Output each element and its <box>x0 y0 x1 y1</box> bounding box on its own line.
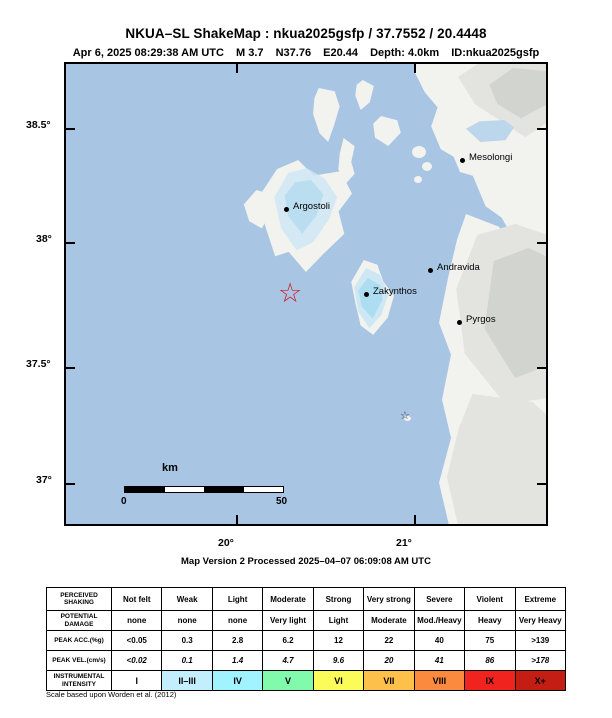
station-star-icon: ☆ <box>400 409 410 422</box>
legend-cell-perceived-5: Very strong <box>364 588 414 611</box>
legend-cell-pgv-3: 4.7 <box>263 651 313 671</box>
scale-unit-label: km <box>162 462 178 474</box>
tick-lon-21-top <box>414 64 416 73</box>
legend-cell-damage-6: Mod./Heavy <box>414 611 464 631</box>
legend-row-intensity <box>47 671 566 691</box>
city-label-pyrgos: Pyrgos <box>466 314 496 325</box>
tick-lat-38-right <box>537 242 546 244</box>
land-island-small-c <box>414 176 422 183</box>
legend-cell-pga-3: 6.2 <box>263 631 313 651</box>
legend-cell-intensity-3: V <box>263 671 313 691</box>
legend-row-pgv <box>47 651 566 671</box>
axis-label-lon-21: 21° <box>396 537 412 549</box>
tick-lon-20-top <box>236 64 238 73</box>
legend-cell-damage-7: Heavy <box>465 611 515 631</box>
tick-lat-37-right <box>537 483 546 485</box>
axis-label-lat-37-5: 37.5° <box>26 358 51 370</box>
legend-cell-pgv-8: >178 <box>515 651 566 671</box>
tick-lat-38-5-right <box>537 128 546 130</box>
axis-label-lat-38: 38° <box>36 233 52 245</box>
legend-cell-perceived-0: Not felt <box>112 588 162 611</box>
event-info-line <box>0 47 612 59</box>
map-canvas[interactable] <box>64 62 548 526</box>
city-label-mesolongi: Mesolongi <box>469 152 513 163</box>
legend-cell-perceived-3: Moderate <box>263 588 313 611</box>
intensity-legend-table <box>46 587 566 691</box>
legend-cell-pga-8: >139 <box>515 631 566 651</box>
legend-row-label-damage: POTENTIAL DAMAGE <box>47 611 112 631</box>
legend-cell-perceived-7: Violent <box>465 588 515 611</box>
tick-lon-21 <box>414 515 416 524</box>
scale-max-label: 50 <box>276 496 288 507</box>
legend-cell-intensity-2: IV <box>212 671 262 691</box>
legend-cell-pgv-4: 9.6 <box>313 651 363 671</box>
city-dot-argostoli <box>284 207 289 212</box>
legend-cell-pgv-6: 41 <box>414 651 464 671</box>
tick-lat-37-5-right <box>537 367 546 369</box>
city-dot-mesolongi <box>460 158 465 163</box>
legend-cell-perceived-8: Extreme <box>515 588 566 611</box>
legend-cell-perceived-4: Strong <box>313 588 363 611</box>
axis-label-lat-38-5: 38.5° <box>26 119 51 131</box>
legend-cell-perceived-2: Light <box>212 588 262 611</box>
legend-row-label-pgv: PEAK VEL.(cm/s) <box>47 651 112 671</box>
legend-cell-pga-5: 22 <box>364 631 414 651</box>
city-label-zakynthos: Zakynthos <box>373 286 417 297</box>
tick-lat-37 <box>66 483 75 485</box>
legend-cell-perceived-1: Weak <box>162 588 212 611</box>
event-latitude: N37.76 <box>275 47 312 59</box>
legend-cell-intensity-8: X+ <box>515 671 566 691</box>
legend-row-label-perceived: PERCEIVED SHAKING <box>47 588 112 611</box>
scale-min-label: 0 <box>121 496 127 507</box>
legend-row-perceived <box>47 588 566 611</box>
legend-cell-damage-5: Moderate <box>364 611 414 631</box>
legend-cell-pgv-0: <0.02 <box>112 651 162 671</box>
legend-cell-damage-3: Very light <box>263 611 313 631</box>
legend-row-label-pga: PEAK ACC.(%g) <box>47 631 112 651</box>
page-title: NKUA–SL ShakeMap : nkua2025gsfp / 37.7552 / 20.4448 <box>125 26 487 41</box>
legend-cell-damage-1: none <box>162 611 212 631</box>
legend-cell-damage-0: none <box>112 611 162 631</box>
map-version-line: Map Version 2 Processed 2025–04–07 06:09:08 AM UTC <box>181 556 431 567</box>
tick-lon-20 <box>236 515 238 524</box>
legend-cell-pga-4: 12 <box>313 631 363 651</box>
legend-cell-damage-2: none <box>212 611 262 631</box>
legend-cell-pga-2: 2.8 <box>212 631 262 651</box>
epicenter-star-icon: ☆ <box>278 278 303 309</box>
event-depth: Depth: 4.0km <box>370 47 440 59</box>
legend-row-label-intensity: INSTRUMENTAL INTENSITY <box>47 671 112 691</box>
legend-row-damage <box>47 611 566 631</box>
tick-lat-38-5 <box>66 128 75 130</box>
scale-bar <box>124 486 284 493</box>
axis-label-lat-37: 37° <box>36 474 52 486</box>
legend-cell-pgv-1: 0.1 <box>162 651 212 671</box>
city-dot-zakynthos <box>364 292 369 297</box>
legend-cell-pga-0: <0.05 <box>112 631 162 651</box>
event-longitude: E20.44 <box>323 47 359 59</box>
city-label-argostoli: Argostoli <box>293 201 330 212</box>
legend-cell-intensity-6: VIII <box>414 671 464 691</box>
legend-cell-pgv-2: 1.4 <box>212 651 262 671</box>
legend-cell-pga-6: 40 <box>414 631 464 651</box>
legend-cell-damage-8: Very Heavy <box>515 611 566 631</box>
legend-cell-pgv-7: 86 <box>465 651 515 671</box>
legend-cell-pga-7: 75 <box>465 631 515 651</box>
legend-cell-intensity-4: VI <box>313 671 363 691</box>
legend-cell-intensity-5: VII <box>364 671 414 691</box>
legend-cell-perceived-6: Severe <box>414 588 464 611</box>
legend-cell-damage-4: Light <box>313 611 363 631</box>
legend-row-pga <box>47 631 566 651</box>
axis-label-lon-20: 20° <box>218 537 234 549</box>
legend-cell-intensity-7: IX <box>465 671 515 691</box>
legend-cell-pga-1: 0.3 <box>162 631 212 651</box>
event-magnitude: M 3.7 <box>236 47 264 59</box>
legend-cell-intensity-0: I <box>112 671 162 691</box>
event-datetime: Apr 6, 2025 08:29:38 AM UTC <box>72 47 224 59</box>
tick-lat-38 <box>66 242 75 244</box>
legend-footnote: Scale based upon Worden et al. (2012) <box>46 690 177 699</box>
legend-cell-pgv-5: 20 <box>364 651 414 671</box>
legend-cell-intensity-1: II–III <box>162 671 212 691</box>
city-dot-pyrgos <box>457 320 462 325</box>
city-dot-andravida <box>428 268 433 273</box>
land-island-small-a <box>412 146 426 158</box>
event-id: ID:nkua2025gsfp <box>451 47 540 59</box>
city-label-andravida: Andravida <box>437 262 480 273</box>
tick-lat-37-5 <box>66 367 75 369</box>
land-island-small-b <box>422 162 432 171</box>
